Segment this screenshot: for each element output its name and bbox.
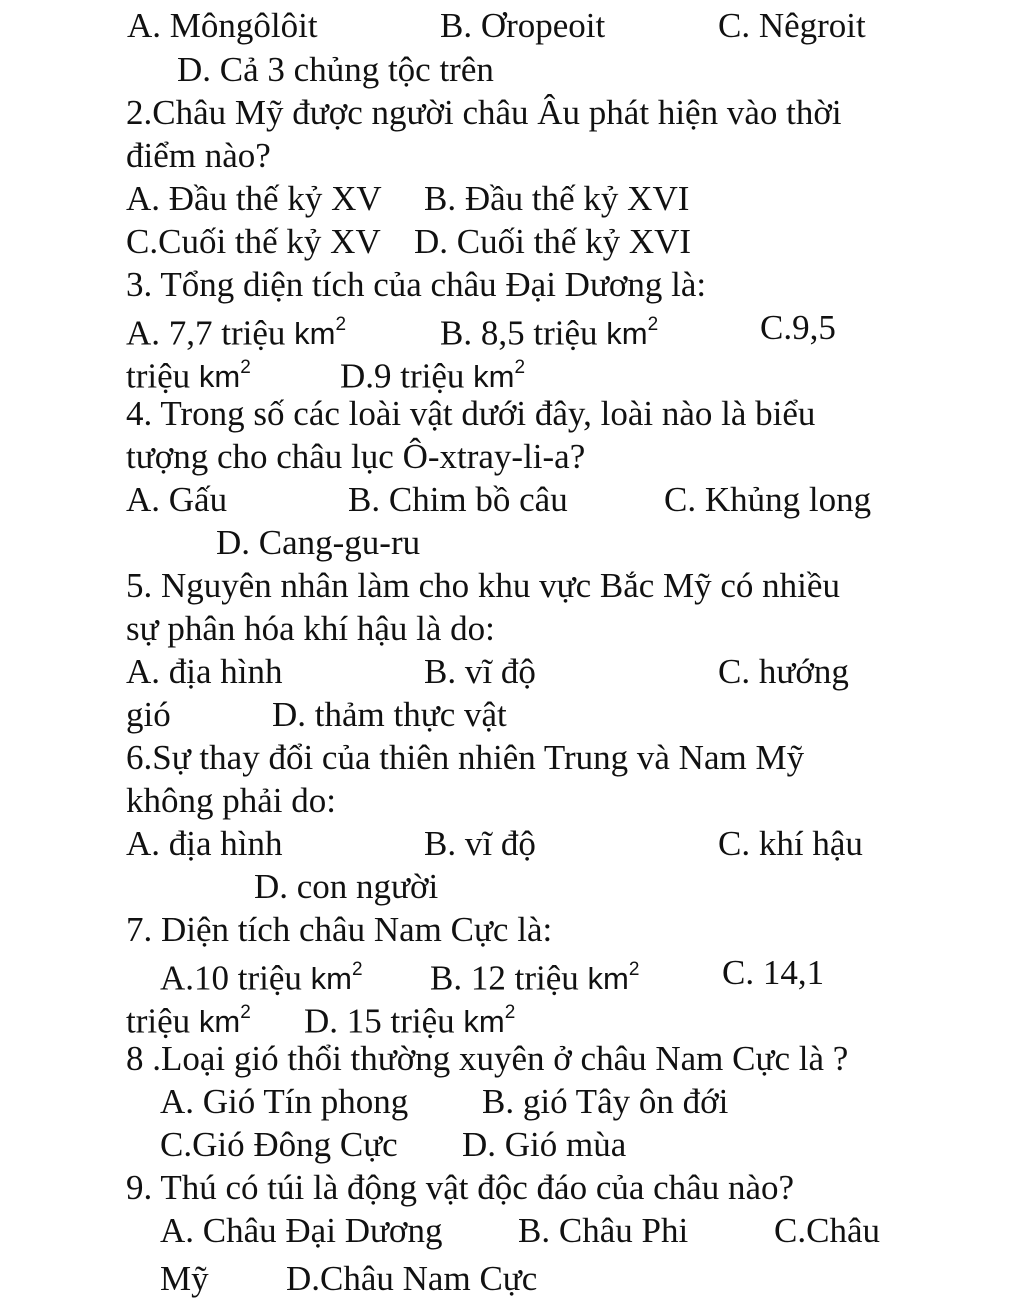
- q3-option-c: C.9,5: [760, 308, 836, 347]
- q6-option-a: A. địa hình: [126, 824, 283, 863]
- q3-option-d: [340, 350, 526, 396]
- q8-option-b: B. gió Tây ôn đới: [482, 1082, 729, 1121]
- q3-option-a-text: A. 7,7 triệu: [126, 313, 286, 353]
- q5-option-c: C. hướng: [718, 652, 849, 691]
- q5-option-c-continued: gió: [126, 695, 171, 734]
- q7-option-d: [304, 995, 516, 1041]
- q4-option-b: B. Chim bồ câu: [348, 480, 568, 519]
- q2-option-c: C.Cuối thế kỷ XV: [126, 222, 381, 261]
- q3-option-c-continued: [126, 350, 251, 396]
- q1-option-d: D. Cả 3 chủng tộc trên: [177, 50, 494, 89]
- q2-option-d: D. Cuối thế kỷ XVI: [414, 222, 692, 261]
- unit-km2: $km^2$: [198, 1002, 251, 1040]
- q5-option-a: A. địa hình: [126, 652, 283, 691]
- q5-option-d: D. thảm thực vật: [272, 695, 507, 734]
- q2-question-line-2: điểm nào?: [126, 136, 271, 175]
- q9-option-a: A. Châu Đại Dương: [160, 1211, 443, 1250]
- q6-question-line-2: không phải do:: [126, 781, 336, 820]
- q6-option-c: C. khí hậu: [718, 824, 863, 863]
- unit-km2: $km^2$: [310, 959, 363, 997]
- q1-option-c: C. Nêgroit: [718, 6, 866, 45]
- unit-km2: $km^2$: [473, 357, 526, 395]
- q1-option-a: A. Môngôlôit: [127, 6, 318, 45]
- q7-option-c-cont-text: triệu: [126, 1001, 191, 1041]
- q3-option-c-cont-text: triệu: [126, 356, 191, 396]
- q7-option-c: C. 14,1: [722, 953, 825, 992]
- q4-question-line-2: tượng cho châu lục Ô-xtray-li-a?: [126, 437, 586, 476]
- q5-option-b: B. vĩ độ: [424, 652, 536, 691]
- q9-question-line-1: 9. Thú có túi là động vật độc đáo của châu nào?: [126, 1168, 795, 1207]
- q3-option-a: [126, 307, 347, 353]
- q2-option-b: B. Đầu thế kỷ XVI: [424, 179, 690, 218]
- q7-question-line-1: 7. Diện tích châu Nam Cực là:: [126, 910, 553, 949]
- q4-option-d: D. Cang-gu-ru: [216, 523, 421, 562]
- unit-km2: $km^2$: [294, 314, 347, 352]
- q5-question-line-1: 5. Nguyên nhân làm cho khu vực Bắc Mỹ có nhiều: [126, 566, 840, 605]
- unit-km2: $km^2$: [463, 1002, 516, 1040]
- q9-option-c-continued: Mỹ: [160, 1259, 209, 1298]
- q3-question-line-1: 3. Tổng diện tích của châu Đại Dương là:: [126, 265, 707, 304]
- q8-option-c: C.Gió Đông Cực: [160, 1125, 398, 1164]
- q9-option-c: C.Châu: [774, 1211, 880, 1250]
- q8-question-line-1: 8 .Loại gió thổi thường xuyên ở châu Nam Cực là ?: [126, 1039, 849, 1078]
- q4-question-line-1: 4. Trong số các loài vật dưới đây, loài nào là biểu: [126, 394, 816, 433]
- q6-option-d: D. con người: [254, 867, 439, 906]
- unit-km2: $km^2$: [198, 357, 251, 395]
- q9-option-d: D.Châu Nam Cực: [286, 1259, 538, 1298]
- q6-question-line-1: 6.Sự thay đổi của thiên nhiên Trung và Nam Mỹ: [126, 738, 805, 777]
- q9-option-b: B. Châu Phi: [518, 1211, 689, 1250]
- q4-option-c: C. Khủng long: [664, 480, 872, 519]
- q7-option-a-text: A.10 triệu: [160, 958, 302, 998]
- q7-option-c-continued: [126, 995, 251, 1041]
- q2-option-a: A. Đầu thế kỷ XV: [126, 179, 382, 218]
- q3-option-d-text: D.9 triệu: [340, 356, 465, 396]
- q8-option-d: D. Gió mùa: [462, 1125, 627, 1164]
- q3-option-b-text: B. 8,5 triệu: [440, 313, 598, 353]
- q6-option-b: B. vĩ độ: [424, 824, 536, 863]
- q1-option-b: B. Ơropeoit: [440, 6, 606, 45]
- q4-option-a: A. Gấu: [126, 480, 228, 519]
- q7-option-d-text: D. 15 triệu: [304, 1001, 455, 1041]
- unit-km2: $km^2$: [587, 959, 640, 997]
- unit-km2: $km^2$: [606, 314, 659, 352]
- q5-question-line-2: sự phân hóa khí hậu là do:: [126, 609, 495, 648]
- q7-option-b-text: B. 12 triệu: [430, 958, 579, 998]
- q7-option-b: [430, 952, 640, 998]
- q3-option-b: [440, 307, 659, 353]
- q8-option-a: A. Gió Tín phong: [160, 1082, 409, 1121]
- q7-option-a: [160, 952, 363, 998]
- q2-question-line-1: 2.Châu Mỹ được người châu Âu phát hiện vào thời: [126, 93, 842, 132]
